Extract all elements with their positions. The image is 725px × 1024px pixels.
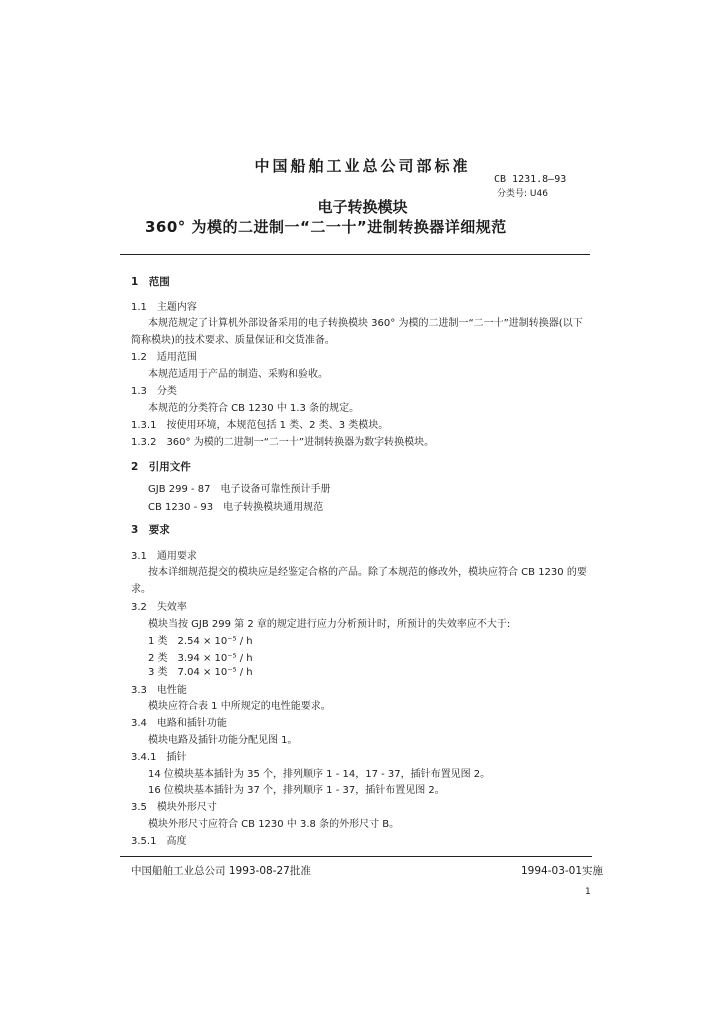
- effective-date: 1994-03-01实施: [521, 865, 604, 877]
- body-line: 本规范的分类符合 CB 1230 中 1.3 条的规定。: [148, 403, 360, 414]
- standard-code: CB 1231.8—93: [494, 174, 567, 185]
- body-line: 14 位模块基本插针为 35 个，排列顺序 1 - 14，17 - 37，插针布置见图 2。: [148, 769, 491, 780]
- body-line: 3 类 7.04 × 10⁻⁵ / h: [148, 667, 253, 678]
- body-line: 模块外形尺寸应符合 CB 1230 中 3.8 条的外形尺寸 B。: [148, 819, 400, 830]
- body-line: 3.3 电性能: [131, 685, 187, 696]
- body-line: 1.3 分类: [131, 386, 177, 397]
- page-number: 1: [585, 887, 591, 897]
- footer-divider: [120, 856, 592, 857]
- body-line: 模块应符合表 1 中所规定的电性能要求。: [148, 701, 331, 712]
- body-line: 2 类 3.94 × 10⁻⁵ / h: [148, 653, 253, 664]
- body-line: 1.3.2 360° 为模的二进制一“二一十”进制转换器为数字转换模块。: [131, 437, 435, 448]
- body-line: 简称模块)的技术要求、质量保证和交货准备。: [131, 335, 335, 346]
- body-line: 求。: [131, 584, 151, 595]
- issuing-organization: 中国船舶工业总公司部标准: [254, 157, 471, 175]
- body-line: 本规范规定了计算机外部设备采用的电子转换模块 360° 为模的二进制一“二一十”进制转换器(以下: [148, 318, 583, 329]
- body-line: 3.5.1 高度: [131, 836, 187, 847]
- body-line: 3.4 电路和插针功能: [131, 718, 227, 729]
- body-line: 3.1 通用要求: [131, 551, 197, 562]
- classification-code: 分类号: U46: [497, 189, 548, 199]
- body-line: 16 位模块基本插针为 37 个，排列顺序 1 - 37，插针布置见图 2。: [148, 785, 445, 796]
- body-line: 模块电路及插针功能分配见图 1。: [148, 735, 298, 746]
- body-line: GJB 299 - 87 电子设备可靠性预计手册: [148, 484, 331, 495]
- document-title-line2: 360° 为模的二进制一“二一十”进制转换器详细规范: [145, 218, 507, 236]
- body-line: 1.1 主题内容: [131, 302, 197, 313]
- body-line: 按本详细规范提交的模块应是经鉴定合格的产品。除了本规范的修改外，模块应符合 CB 1230 的要: [148, 567, 587, 578]
- section-heading: 2 引用文件: [131, 461, 191, 473]
- body-line: 3.4.1 插针: [131, 752, 187, 763]
- header-divider: [120, 254, 590, 255]
- document-title-line1: 电子转换模块: [317, 198, 408, 216]
- body-line: 3.2 失效率: [131, 602, 187, 613]
- section-heading: 3 要求: [131, 524, 170, 536]
- body-line: 3.5 模块外形尺寸: [131, 802, 217, 813]
- body-line: 1.3.1 按使用环境，本规范包括 1 类、2 类、3 类模块。: [131, 420, 389, 431]
- approval-date: 中国船舶工业总公司 1993-08-27批准: [131, 865, 311, 877]
- body-line: CB 1230 - 93 电子转换模块通用规范: [148, 502, 324, 513]
- body-line: 1.2 适用范围: [131, 352, 197, 363]
- body-line: 本规范适用于产品的制造、采购和验收。: [148, 369, 328, 380]
- section-heading: 1 范围: [131, 276, 170, 288]
- body-line: 模块当按 GJB 299 第 2 章的规定进行应力分析预计时，所预计的失效率应不大于:: [148, 619, 511, 630]
- body-line: 1 类 2.54 × 10⁻⁵ / h: [148, 636, 253, 647]
